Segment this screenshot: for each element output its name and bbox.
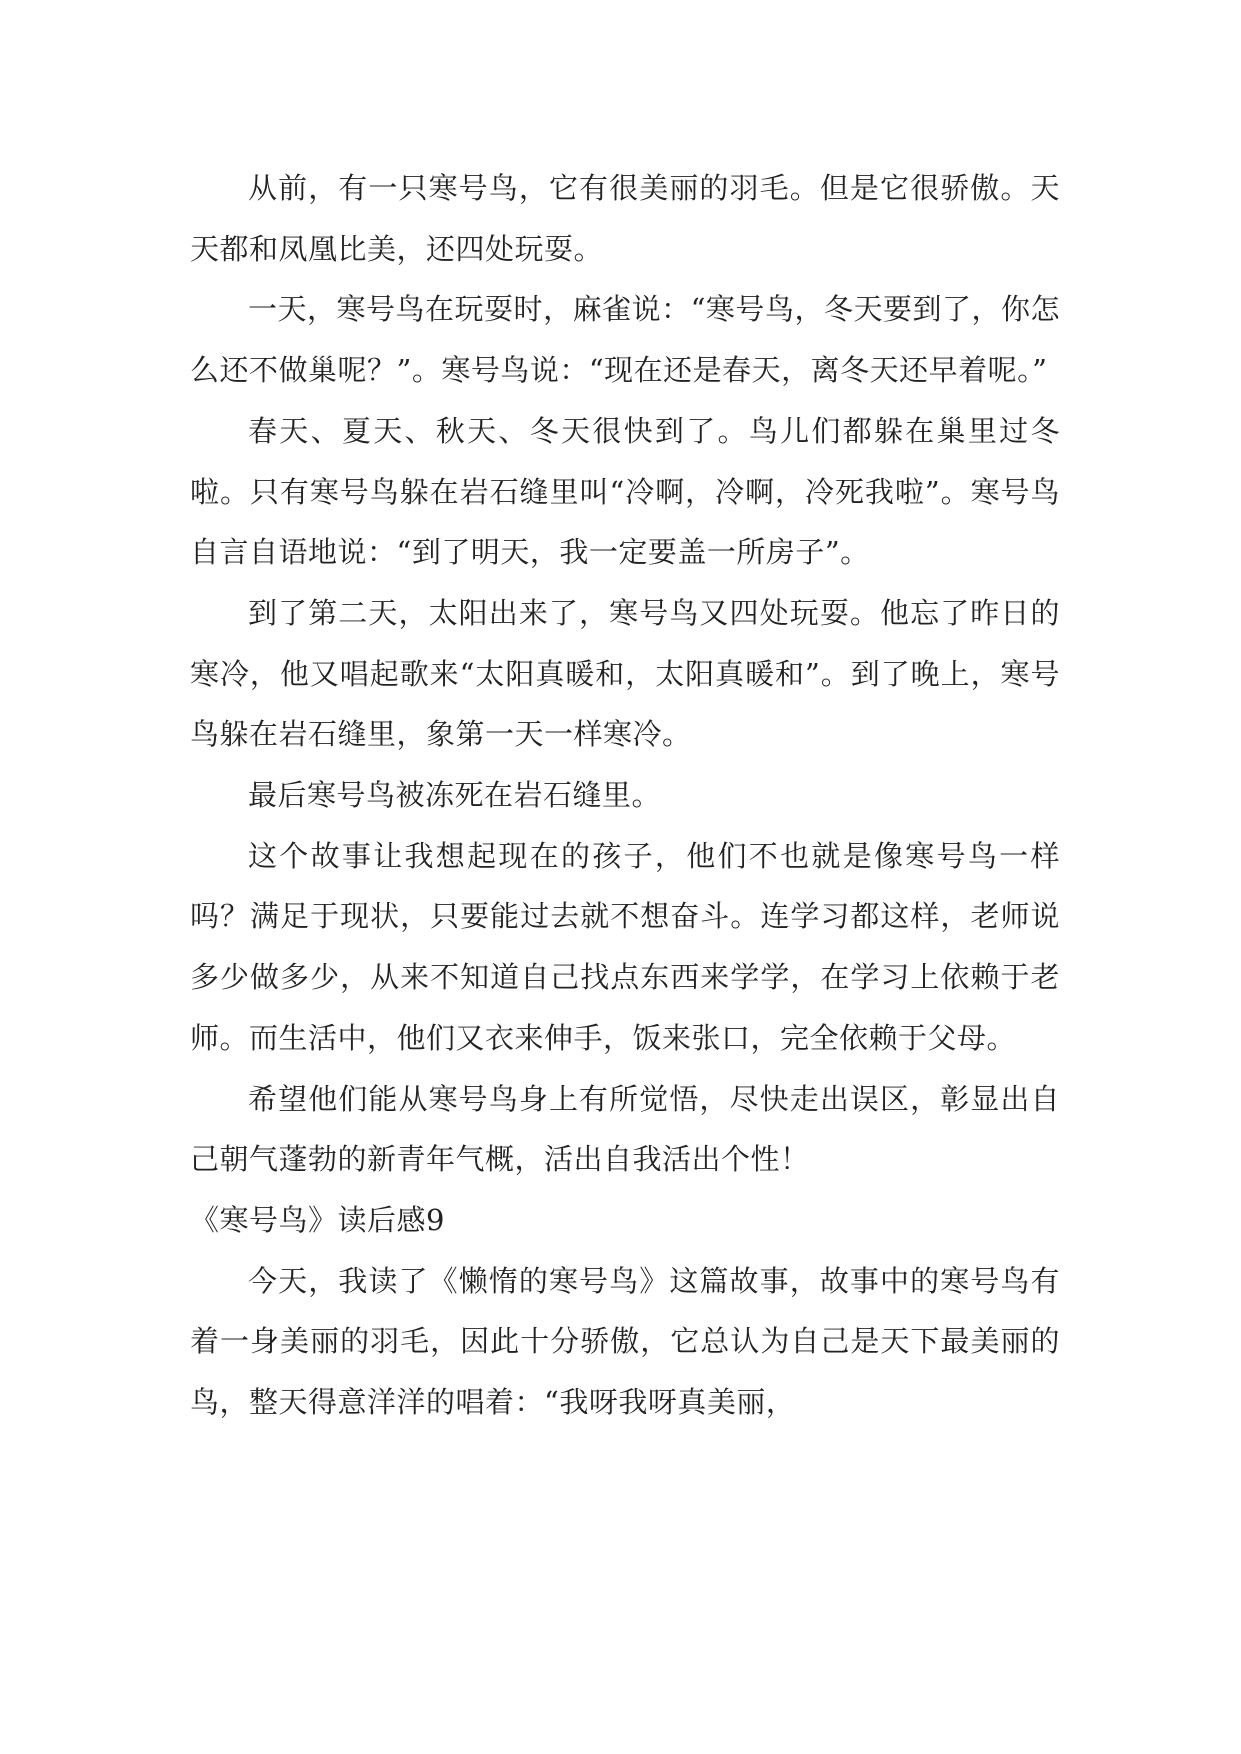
paragraph-6: 这个故事让我想起现在的孩子，他们不也就是像寒号鸟一样吗？满足于现状，只要能过去就不想奋斗。连学习都这样，老师说多少做多少，从来不知道自己找点东西来学学，在学习上依赖于老师。而生活中，他们又衣来伸手，饭来张口，完全依赖于父母。	[190, 838, 1060, 1055]
section-heading: 《寒号鸟》读后感9	[190, 1202, 445, 1237]
paragraph-4: 到了第二天，太阳出来了，寒号鸟又四处玩耍。他忘了昨日的寒冷，他又唱起歌来“太阳真暖和，太阳真暖和”。到了晚上，寒号鸟躲在岩石缝里，象第一天一样寒冷。	[190, 595, 1060, 752]
paragraph-3: 春天、夏天、秋天、冬天很快到了。鸟儿们都躲在巢里过冬啦。只有寒号鸟躲在岩石缝里叫“冷啊，冷啊，冷死我啦”。寒号鸟自言自语地说：“到了明天，我一定要盖一所房子”。	[190, 413, 1060, 570]
paragraph-1: 从前，有一只寒号鸟，它有很美丽的羽毛。但是它很骄傲。天天都和凤凰比美，还四处玩耍。	[190, 171, 1060, 266]
paragraph-2: 一天，寒号鸟在玩耍时，麻雀说：“寒号鸟，冬天要到了，你怎么还不做巢呢？”。寒号鸟说：“现在还是春天，离冬天还早着呢。”	[190, 292, 1060, 388]
document-body	[190, 158, 1060, 1433]
paragraph-8: 今天，我读了《懒惰的寒号鸟》这篇故事，故事中的寒号鸟有着一身美丽的羽毛，因此十分骄傲，它总认为自己是天下最美丽的鸟，整天得意洋洋的唱着：“我呀我呀真美丽，	[190, 1263, 1060, 1420]
paragraph-5: 最后寒号鸟被冻死在岩石缝里。	[248, 778, 662, 813]
paragraph-7: 希望他们能从寒号鸟身上有所觉悟，尽快走出误区，彰显出自己朝气蓬勃的新青年气概，活出自我活出个性！	[190, 1081, 1060, 1177]
